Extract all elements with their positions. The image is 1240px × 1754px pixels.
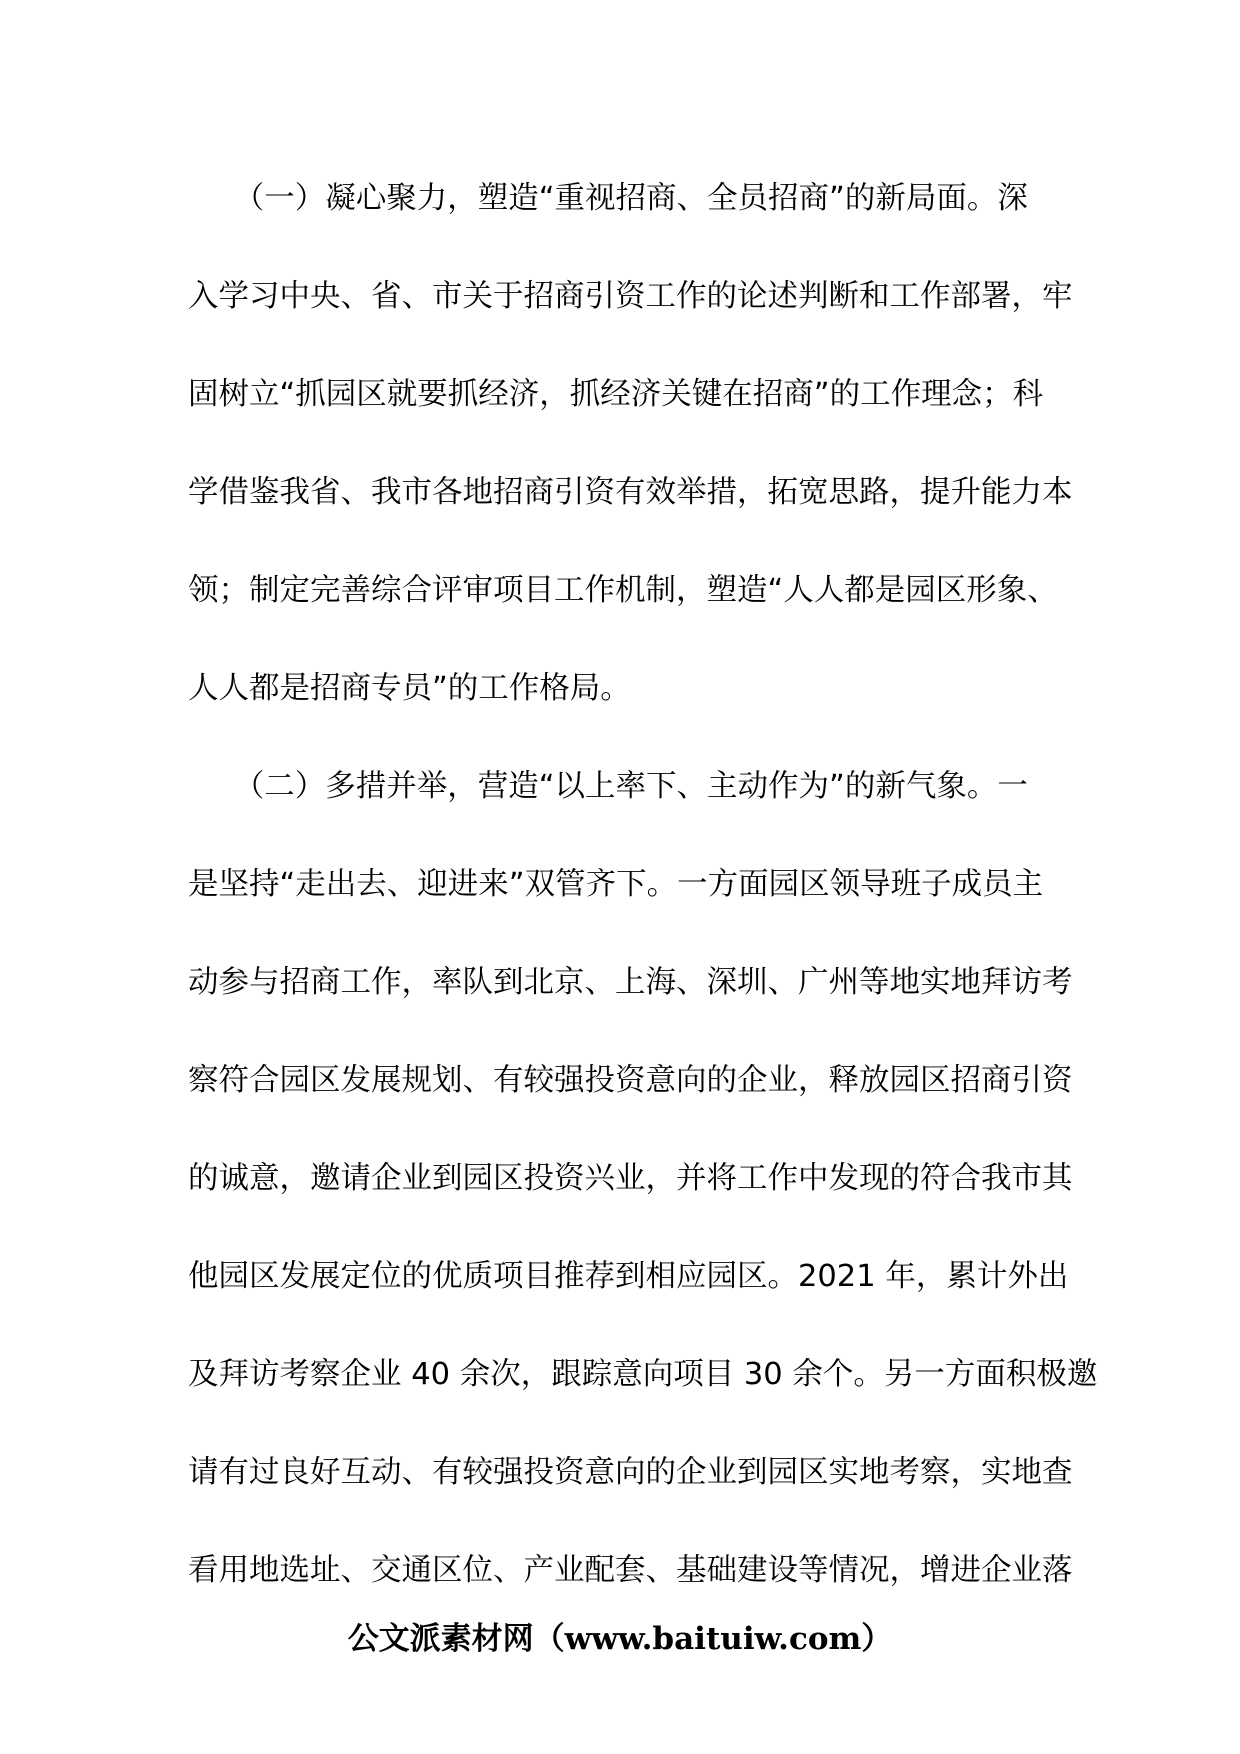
- text-line: 请有过良好互动、有较强投资意向的企业到园区实地考察，实地查: [188, 1455, 1073, 1490]
- text-line: 人人都是招商专员”的工作格局。: [188, 671, 631, 706]
- body-text: [188, 169, 1098, 1639]
- text-line: 察符合园区发展规划、有较强投资意向的企业，释放园区招商引资: [188, 1063, 1073, 1098]
- text-line: 他园区发展定位的优质项目推荐到相应园区。2021 年，累计外出: [188, 1259, 1069, 1294]
- text-line: 看用地选址、交通区位、产业配套、基础建设等情况，增进企业落: [188, 1553, 1073, 1588]
- text-line: 固树立“抓园区就要抓经济，抓经济关键在招商”的工作理念；科: [188, 377, 1044, 412]
- text-line: 的诚意，邀请企业到园区投资兴业，并将工作中发现的符合我市其: [188, 1161, 1073, 1196]
- text-line: 动参与招商工作，率队到北京、上海、深圳、广州等地实地拜访考: [188, 965, 1073, 1000]
- text-line: 入学习中央、省、市关于招商引资工作的论述判断和工作部署，牢: [188, 279, 1073, 314]
- page-footer: 公文派素材网（www.baituiw.com）: [347, 1621, 893, 1657]
- text-line: （一）凝心聚力，塑造“重视招商、全员招商”的新局面。深: [188, 181, 1028, 216]
- text-line: 是坚持“走出去、迎进来”双管齐下。一方面园区领导班子成员主: [188, 867, 1044, 902]
- text-line: 及拜访考察企业 40 余次，跟踪意向项目 30 余个。另一方面积极邀: [188, 1357, 1098, 1392]
- text-line: 领；制定完善综合评审项目工作机制，塑造“人人都是园区形象、: [188, 573, 1058, 608]
- text-line: 学借鉴我省、我市各地招商引资有效举措，拓宽思路，提升能力本: [188, 475, 1073, 510]
- text-line: （二）多措并举，营造“以上率下、主动作为”的新气象。一: [188, 769, 1028, 804]
